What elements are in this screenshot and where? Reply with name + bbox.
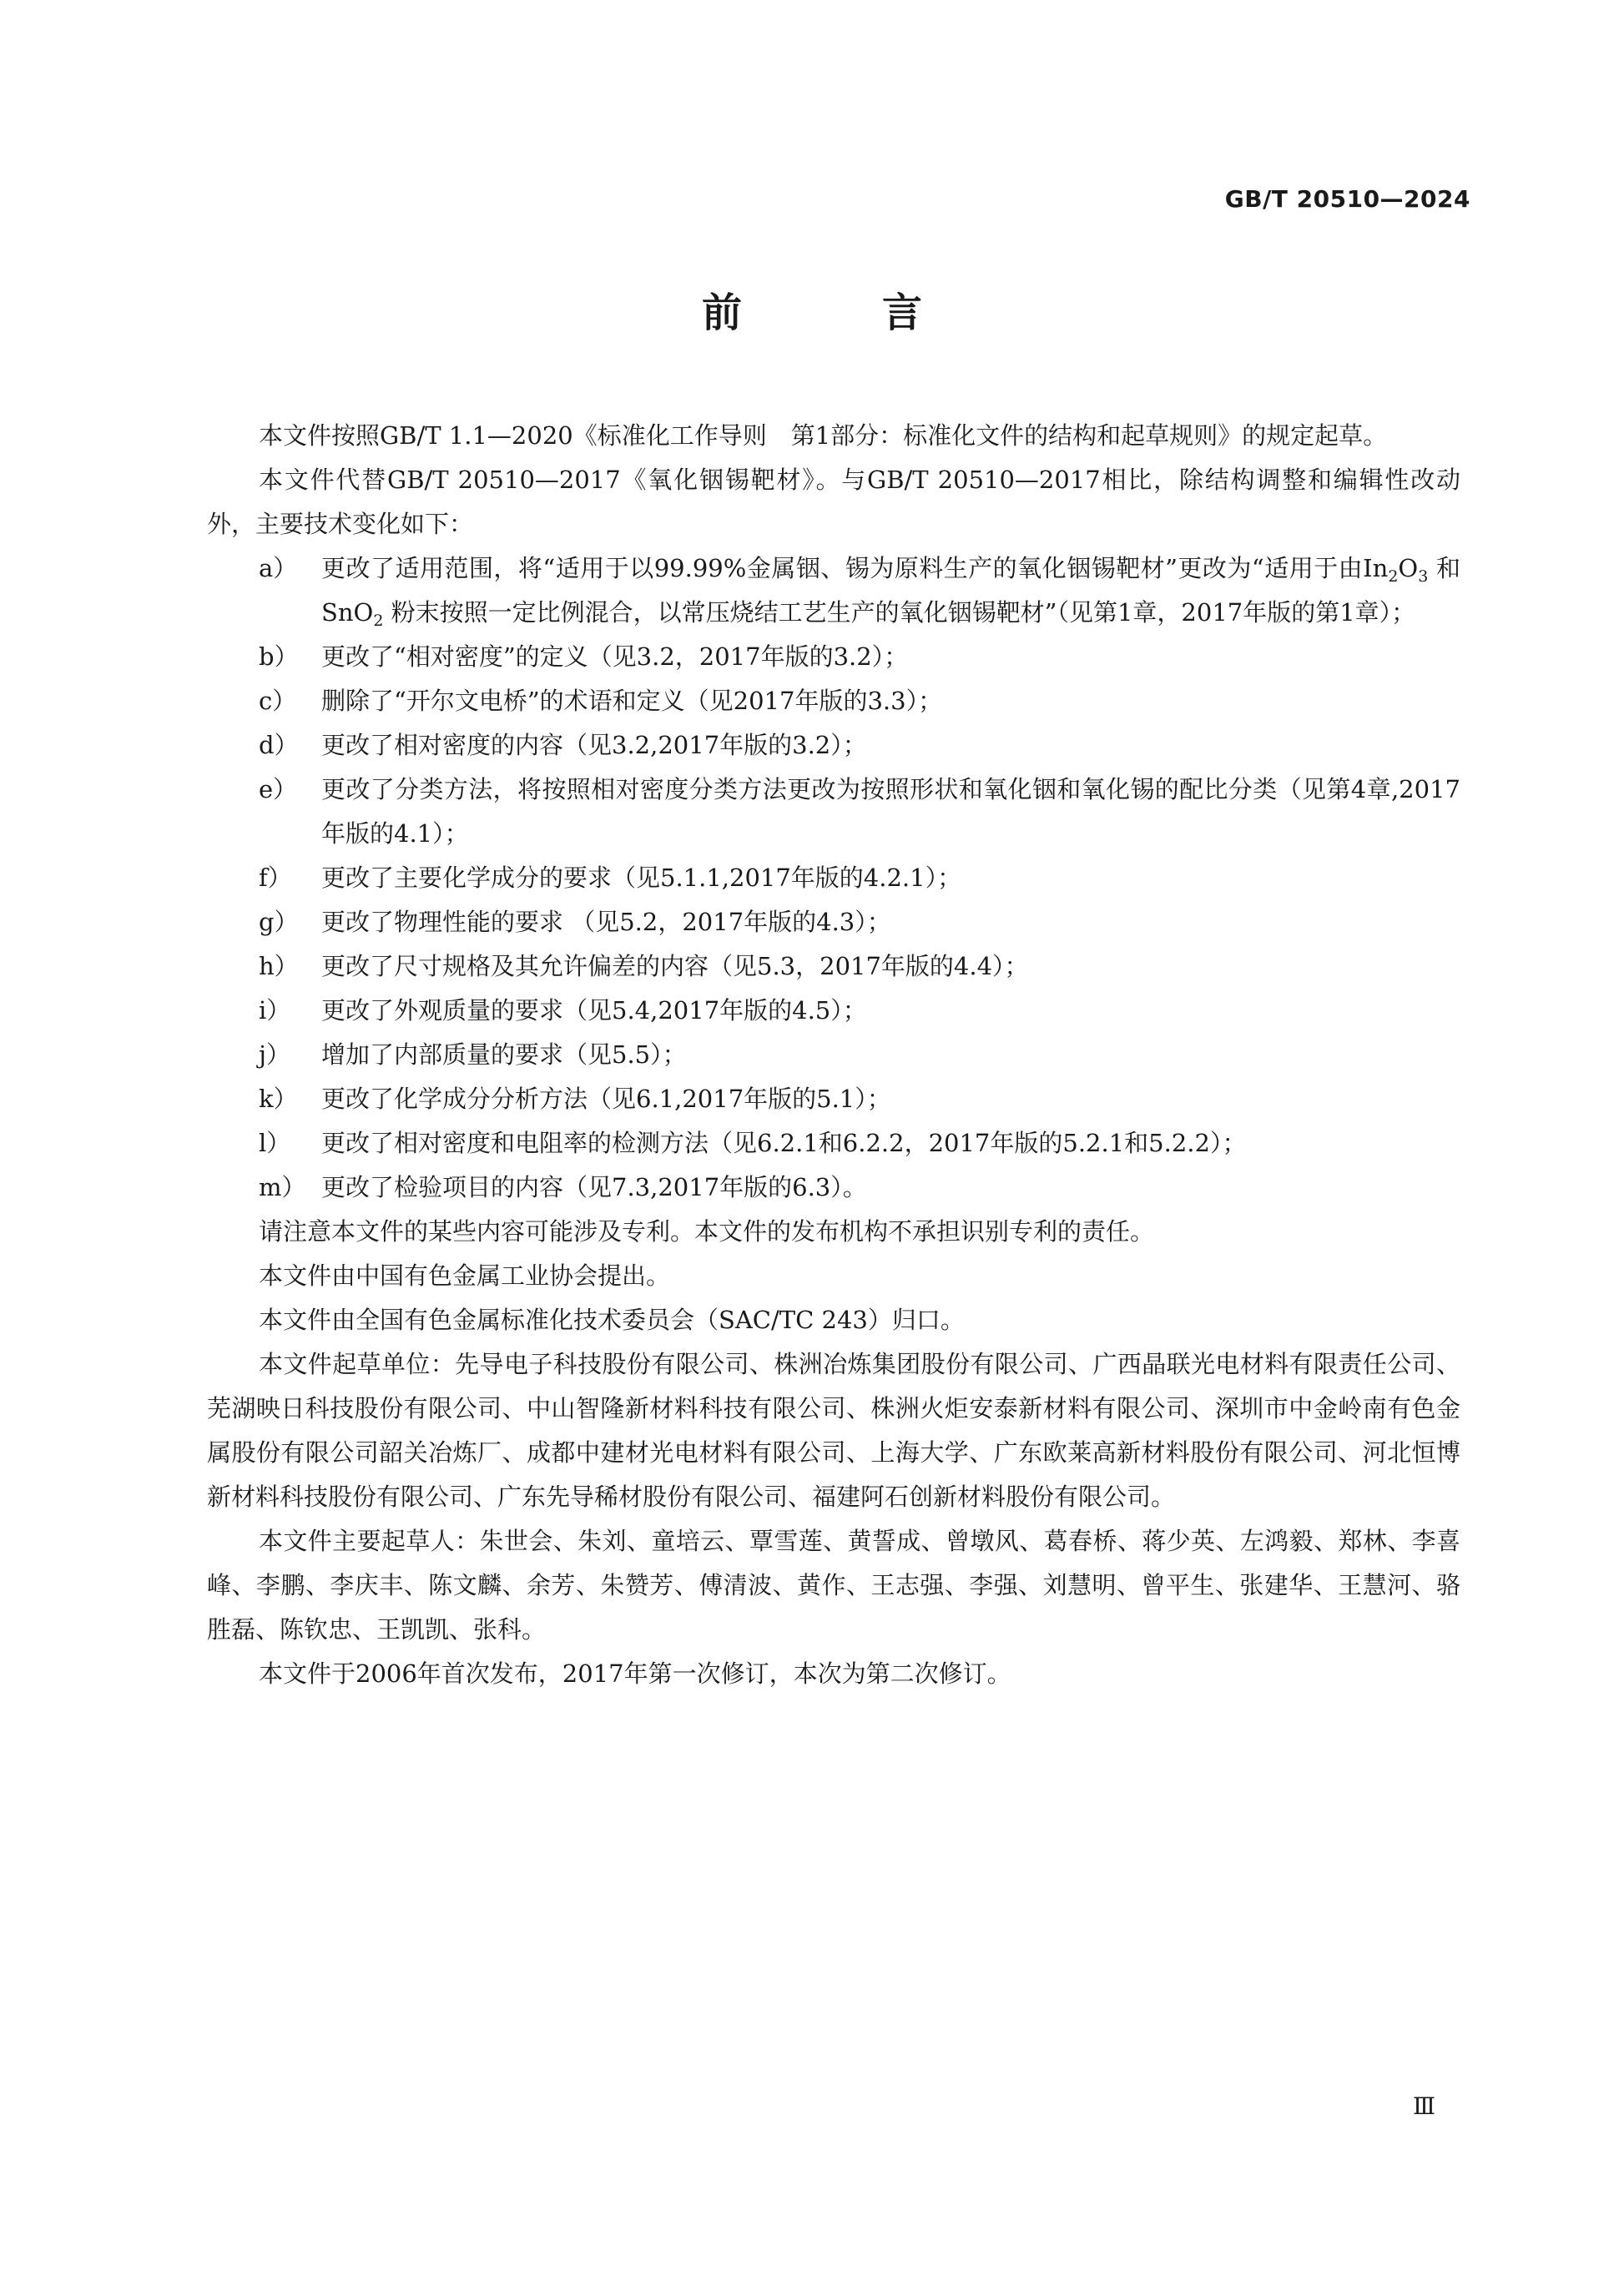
change-item-j <box>207 1033 1460 1077</box>
item-text-part: 更改了适用范围，将“适用于以99.99%金属铟、锡为原料生产的氧化铟锡靶材”更改为“适用于由In <box>321 554 1389 582</box>
change-item-m <box>207 1166 1460 1210</box>
item-text-part: 粉末按照一定比例混合，以常压烧结工艺生产的氧化铟锡靶材”（见第1章，2017年版的第1章）； <box>383 598 1416 627</box>
item-text: 删除了“开尔文电桥”的术语和定义（见2017年版的3.3）； <box>321 687 943 715</box>
proposer-statement: 本文件由中国有色金属工业协会提出。 <box>259 1261 671 1290</box>
item-marker: j） <box>259 1040 290 1069</box>
subscript: 2 <box>1388 567 1399 586</box>
change-item-k <box>207 1077 1460 1121</box>
change-item-e <box>207 768 1460 856</box>
item-text-part: O <box>1398 554 1419 582</box>
item-text: 更改了主要化学成分的要求（见5.1.1,2017年版的4.2.1）； <box>321 864 962 892</box>
replacement-paragraph: 本文件代替GB/T 20510—2017《氧化铟锡靶材》。与GB/T 20510—2017相比，除结构调整和编辑性改动外，主要技术变化如下： <box>207 466 1460 538</box>
document-body <box>207 414 1460 1696</box>
item-marker: c） <box>259 687 297 715</box>
page-title: 前 言 <box>701 290 972 336</box>
change-item-a <box>207 546 1460 635</box>
drafting-basis-paragraph: 本文件按照GB/T 1.1—2020《标准化工作导则 第1部分：标准化文件的结构和起草规则》的规定起草。 <box>259 421 1388 450</box>
patent-notice: 请注意本文件的某些内容可能涉及专利。本文件的发布机构不承担识别专利的责任。 <box>259 1217 1155 1246</box>
change-item-f <box>207 856 1460 900</box>
item-marker: i） <box>259 996 291 1025</box>
item-marker: h） <box>259 952 299 980</box>
item-text: 增加了内部质量的要求（见5.5）； <box>321 1040 687 1069</box>
change-item-l <box>207 1121 1460 1166</box>
item-text: 更改了检验项目的内容（见7.3,2017年版的6.3）。 <box>321 1173 867 1201</box>
drafters-paragraph: 本文件主要起草人：朱世会、朱刘、童培云、覃雪莲、黄誓成、曾墩风、葛春桥、蒋少英、左鸿毅、郑林、李喜峰、李鹏、李庆丰、陈文麟、余芳、朱赞芳、傅清波、黄作、王志强、李强、刘慧明、曾平生、张建华、王慧河、骆胜磊、陈钦忠、王凯凯、张科。 <box>207 1527 1460 1644</box>
subscript: 2 <box>373 612 384 630</box>
change-item-d <box>207 723 1460 768</box>
change-item-g <box>207 900 1460 944</box>
item-marker: b） <box>259 642 299 671</box>
change-item-c <box>207 679 1460 723</box>
item-marker: g） <box>259 908 299 936</box>
item-marker: a） <box>259 554 298 582</box>
item-text: 更改了相对密度的内容（见3.2,2017年版的3.2）； <box>321 731 867 759</box>
item-text: 更改了相对密度和电阻率的检测方法（见6.2.1和6.2.2，2017年版的5.2.1和5.2.2）； <box>321 1129 1247 1157</box>
item-marker: k） <box>259 1085 298 1113</box>
item-text: 更改了物理性能的要求 （见5.2，2017年版的4.3）； <box>321 908 891 936</box>
change-item-h <box>207 944 1460 989</box>
standard-number: GB/T 20510—2024 <box>1224 185 1470 213</box>
item-marker: m） <box>259 1173 306 1201</box>
change-item-b <box>207 635 1460 679</box>
page-number: Ⅲ <box>1412 2092 1435 2120</box>
item-text: 更改了化学成分分析方法（见6.1,2017年版的5.1）； <box>321 1085 891 1113</box>
item-marker: l） <box>259 1129 291 1157</box>
change-item-i <box>207 989 1460 1033</box>
centralized-unit-statement: 本文件由全国有色金属标准化技术委员会（SAC/TC 243）归口。 <box>259 1306 965 1334</box>
item-text-part: 和SnO <box>321 554 1460 627</box>
drafting-units-paragraph: 本文件起草单位：先导电子科技股份有限公司、株洲冶炼集团股份有限公司、广西晶联光电材料有限责任公司、芜湖映日科技股份有限公司、中山智隆新材料科技有限公司、株洲火炬安泰新材料有限公司、深圳市中金岭南有色金属股份有限公司韶关冶炼厂、成都中建材光电材料有限公司、上海大学、广东欧莱高新材料股份有限公司、河北恒博新材料科技股份有限公司、广东先导稀材股份有限公司、福建阿石创新材料股份有限公司。 <box>207 1350 1460 1511</box>
item-marker: d） <box>259 731 299 759</box>
item-text: 更改了分类方法，将按照相对密度分类方法更改为按照形状和氧化铟和氧化锡的配比分类（见第4章,2017年版的4.1）； <box>321 775 1460 848</box>
item-text: 更改了外观质量的要求（见5.4,2017年版的4.5）； <box>321 996 867 1025</box>
item-marker: f） <box>259 864 292 892</box>
item-marker: e） <box>259 775 298 803</box>
subscript: 3 <box>1418 567 1429 586</box>
item-text: 更改了尺寸规格及其允许偏差的内容（见5.3，2017年版的4.4）； <box>321 952 1029 980</box>
publication-history: 本文件于2006年首次发布，2017年第一次修订，本次为第二次修订。 <box>259 1659 1011 1688</box>
item-text: 更改了“相对密度”的定义（见3.2，2017年版的3.2）； <box>321 642 909 671</box>
